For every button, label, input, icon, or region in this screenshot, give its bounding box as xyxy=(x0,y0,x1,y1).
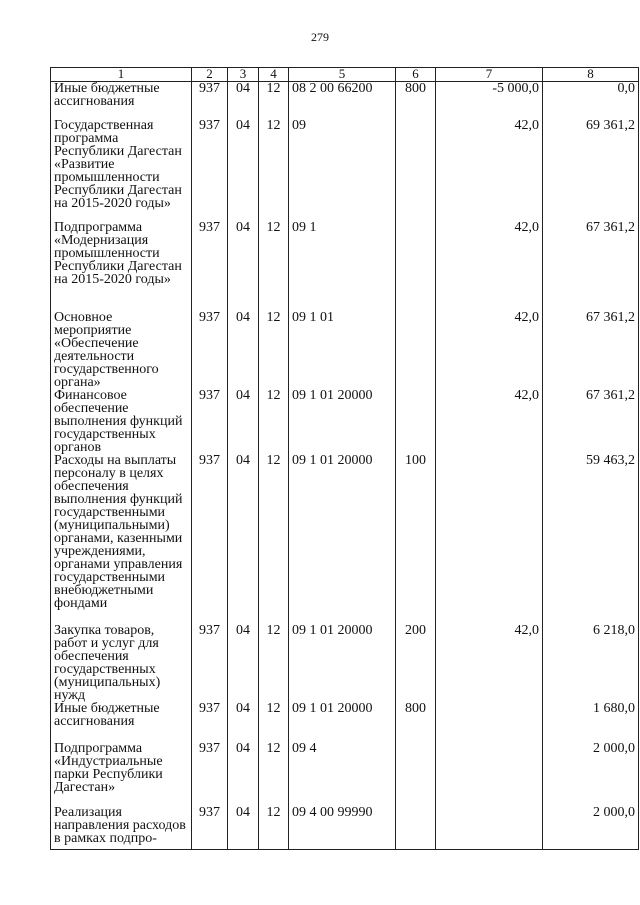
row-csr: 09 4 xyxy=(289,742,396,806)
row-name: Иные бюджетные ассигнования xyxy=(51,82,192,119)
row-ved: 937 xyxy=(192,624,228,702)
row-csr: 09 1 01 20000 xyxy=(289,389,396,454)
row-csr: 09 1 01 xyxy=(289,311,396,389)
row-rz: 04 xyxy=(228,82,259,119)
row-name: Расходы на выплаты персоналу в целях обеспечения выполнения функций государственными (муниципальными) органами, казенными учреждениями, органами управления государственными внебюджетными фондами xyxy=(51,454,192,624)
row-name: Государственная программа Республики Дагестан «Развитие промышленности Республики Дагестан на 2015-2020 годы» xyxy=(51,119,192,221)
header-col-2: 2 xyxy=(192,68,228,82)
row-col8: 2 000,0 xyxy=(543,806,639,850)
table-row xyxy=(51,742,639,806)
table-header-row xyxy=(51,68,639,82)
row-col8: 67 361,2 xyxy=(543,311,639,389)
row-name: Иные бюджетные ассигнования xyxy=(51,702,192,742)
row-ved: 937 xyxy=(192,702,228,742)
row-name: Закупка товаров, работ и услуг для обеспечения государственных (муниципальных) нужд xyxy=(51,624,192,702)
row-vr xyxy=(396,119,436,221)
row-rz: 04 xyxy=(228,119,259,221)
row-csr: 09 1 xyxy=(289,221,396,311)
row-col8: 1 680,0 xyxy=(543,702,639,742)
table-row xyxy=(51,221,639,311)
table-row xyxy=(51,624,639,702)
header-col-1: 1 xyxy=(51,68,192,82)
page-number: 279 xyxy=(311,30,329,44)
row-col7 xyxy=(436,806,543,850)
row-name: Подпрограмма «Модернизация промышленности Республики Дагестан на 2015-2020 годы» xyxy=(51,221,192,311)
table-row xyxy=(51,806,639,850)
row-col7: 42,0 xyxy=(436,311,543,389)
row-col7 xyxy=(436,454,543,624)
table-row xyxy=(51,311,639,389)
header-col-8: 8 xyxy=(543,68,639,82)
row-vr xyxy=(396,389,436,454)
row-ved: 937 xyxy=(192,742,228,806)
row-col7: 42,0 xyxy=(436,221,543,311)
row-rz: 04 xyxy=(228,702,259,742)
table-row xyxy=(51,702,639,742)
row-csr: 09 1 01 20000 xyxy=(289,624,396,702)
row-name: Подпрограмма «Индустриальные парки Республики Дагестан» xyxy=(51,742,192,806)
row-rz: 04 xyxy=(228,454,259,624)
row-pr: 12 xyxy=(259,389,289,454)
row-ved: 937 xyxy=(192,806,228,850)
row-col7: 42,0 xyxy=(436,624,543,702)
row-vr xyxy=(396,221,436,311)
header-col-7: 7 xyxy=(436,68,543,82)
row-col7: 42,0 xyxy=(436,119,543,221)
header-col-3: 3 xyxy=(228,68,259,82)
row-col7 xyxy=(436,702,543,742)
row-name: Реализация направления расходов в рамках подпро- xyxy=(51,806,192,850)
row-csr: 09 4 00 99990 xyxy=(289,806,396,850)
row-rz: 04 xyxy=(228,221,259,311)
row-name: Основное мероприятие «Обеспечение деятельности государственного органа» xyxy=(51,311,192,389)
row-pr: 12 xyxy=(259,454,289,624)
row-ved: 937 xyxy=(192,82,228,119)
row-vr xyxy=(396,311,436,389)
row-col8: 69 361,2 xyxy=(543,119,639,221)
row-ved: 937 xyxy=(192,311,228,389)
row-pr: 12 xyxy=(259,806,289,850)
budget-table xyxy=(50,67,639,850)
row-vr: 200 xyxy=(396,624,436,702)
row-rz: 04 xyxy=(228,742,259,806)
row-ved: 937 xyxy=(192,221,228,311)
row-ved: 937 xyxy=(192,119,228,221)
row-col8: 59 463,2 xyxy=(543,454,639,624)
row-csr: 08 2 00 66200 xyxy=(289,82,396,119)
row-pr: 12 xyxy=(259,702,289,742)
row-col7: 42,0 xyxy=(436,389,543,454)
row-name: Финансовое обеспечение выполнения функций государственных органов xyxy=(51,389,192,454)
row-col7 xyxy=(436,742,543,806)
row-col8: 67 361,2 xyxy=(543,221,639,311)
row-pr: 12 xyxy=(259,624,289,702)
row-ved: 937 xyxy=(192,454,228,624)
table-row xyxy=(51,82,639,119)
table-row xyxy=(51,119,639,221)
row-col8: 6 218,0 xyxy=(543,624,639,702)
row-col7: -5 000,0 xyxy=(436,82,543,119)
row-ved: 937 xyxy=(192,389,228,454)
row-csr: 09 xyxy=(289,119,396,221)
row-vr xyxy=(396,742,436,806)
row-pr: 12 xyxy=(259,742,289,806)
row-rz: 04 xyxy=(228,806,259,850)
row-pr: 12 xyxy=(259,221,289,311)
row-vr: 800 xyxy=(396,82,436,119)
header-col-5: 5 xyxy=(289,68,396,82)
row-pr: 12 xyxy=(259,311,289,389)
row-vr xyxy=(396,806,436,850)
row-csr: 09 1 01 20000 xyxy=(289,702,396,742)
row-vr: 100 xyxy=(396,454,436,624)
row-rz: 04 xyxy=(228,311,259,389)
row-col8: 0,0 xyxy=(543,82,639,119)
row-csr: 09 1 01 20000 xyxy=(289,454,396,624)
row-pr: 12 xyxy=(259,82,289,119)
header-col-4: 4 xyxy=(259,68,289,82)
table-row xyxy=(51,454,639,624)
table-row xyxy=(51,389,639,454)
row-col8: 67 361,2 xyxy=(543,389,639,454)
row-rz: 04 xyxy=(228,389,259,454)
row-vr: 800 xyxy=(396,702,436,742)
header-col-6: 6 xyxy=(396,68,436,82)
row-rz: 04 xyxy=(228,624,259,702)
row-col8: 2 000,0 xyxy=(543,742,639,806)
row-pr: 12 xyxy=(259,119,289,221)
